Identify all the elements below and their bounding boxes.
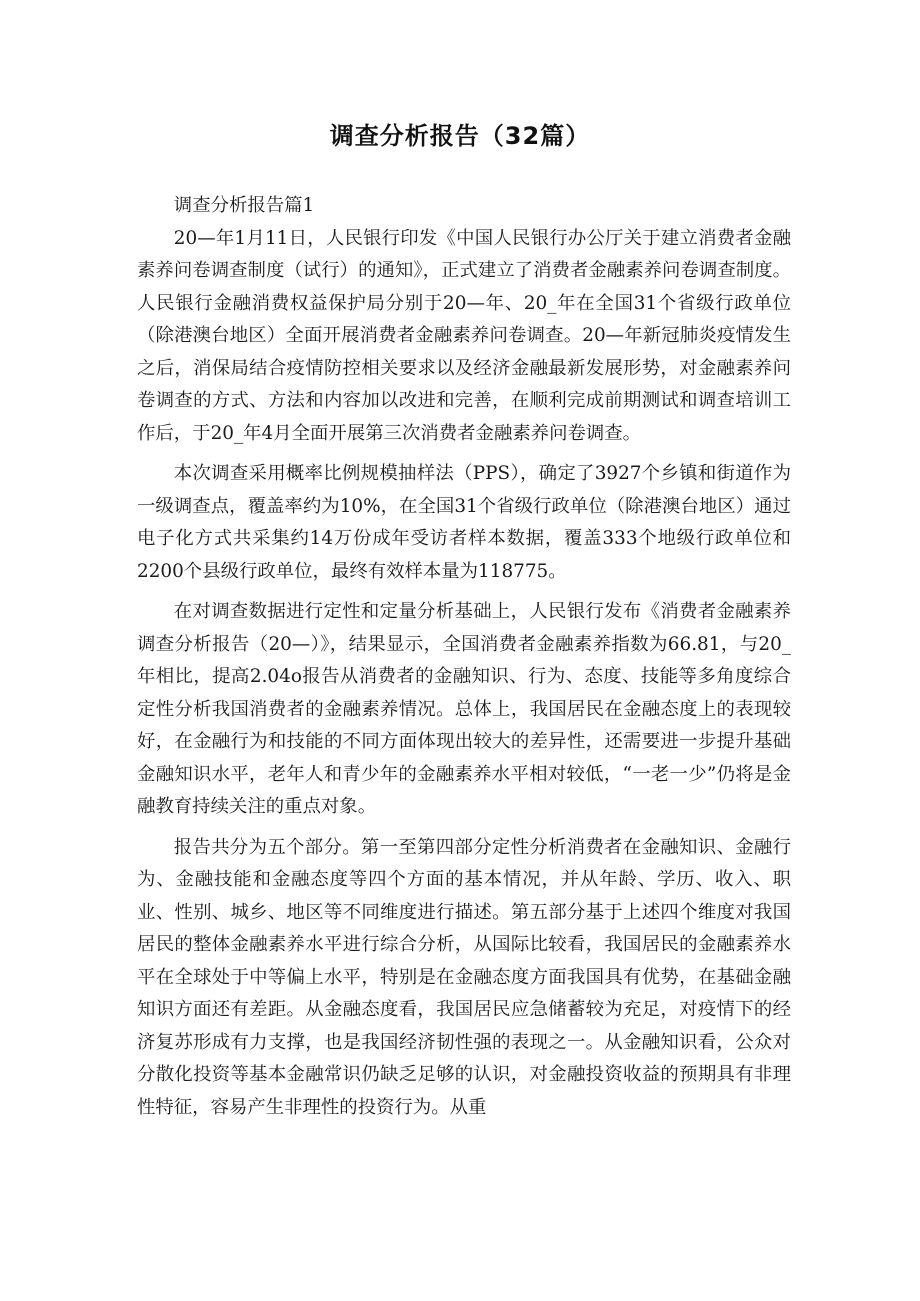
document-title: 调查分析报告（32篇） [329, 122, 591, 150]
document-body [137, 190, 791, 1132]
paragraph-2: 本次调查采用概率比例规模抽样法（PPS），确定了3927个乡镇和街道作为一级调查点，覆盖率约为10%，在全国31个省级行政单位（除港澳台地区）通过电子化方式共采集约14万份成年受访者样本数据，覆盖333个地级行政单位和2200个县级行政单位，最终有效样本量为118775。 [137, 463, 791, 582]
section-heading: 调查分析报告篇1 [173, 195, 315, 216]
paragraph-3: 在对调查数据进行定性和定量分析基础上，人民银行发布《消费者金融素养调查分析报告（20—）》，结果显示，全国消费者金融素养指数为66.81，与20_年相比，提高2.04o报告从消费者的金融知识、行为、态度、技能等多角度综合定性分析我国消费者的金融素养情况。总体上，我国居民在金融态度上的表现较好，在金融行为和技能的不同方面体现出较大的差异性，还需要进一步提升基础金融知识水平，老年人和青少年的金融素养水平相对较低，“一老一少”仍将是金融教育持续关注的重点对象。 [137, 601, 791, 817]
paragraph-1: 20—年1月11日，人民银行印发《中国人民银行办公厅关于建立消费者金融素养问卷调查制度（试行）的通知》，正式建立了消费者金融素养问卷调查制度。人民银行金融消费权益保护局分别于20—年、20_年在全国31个省级行政单位（除港澳台地区）全面开展消费者金融素养问卷调查。20—年新冠肺炎疫情发生之后，消保局结合疫情防控相关要求以及经济金融最新发展形势，对金融素养问卷调查的方式、方法和内容加以改进和完善，在顺利完成前期测试和调查培训工作后，于20_年4月全面开展第三次消费者金融素养问卷调查。 [137, 227, 791, 444]
paragraph-4: 报告共分为五个部分。第一至第四部分定性分析消费者在金融知识、金融行为、金融技能和金融态度等四个方面的基本情况，并从年龄、学历、收入、职业、性别、城乡、地区等不同维度进行描述。第五部分基于上述四个维度对我国居民的整体金融素养水平进行综合分析，从国际比较看，我国居民的金融素养水平在全球处于中等偏上水平，特别是在金融态度方面我国具有优势，在基础金融知识方面还有差距。从金融态度看，我国居民应急储蓄较为充足，对疫情下的经济复苏形成有力支撑，也是我国经济韧性强的表现之一。从金融知识看，公众对分散化投资等基本金融常识仍缺乏足够的认识，对金融投资收益的预期具有非理性特征，容易产生非理性的投资行为。从重 [137, 836, 791, 1118]
